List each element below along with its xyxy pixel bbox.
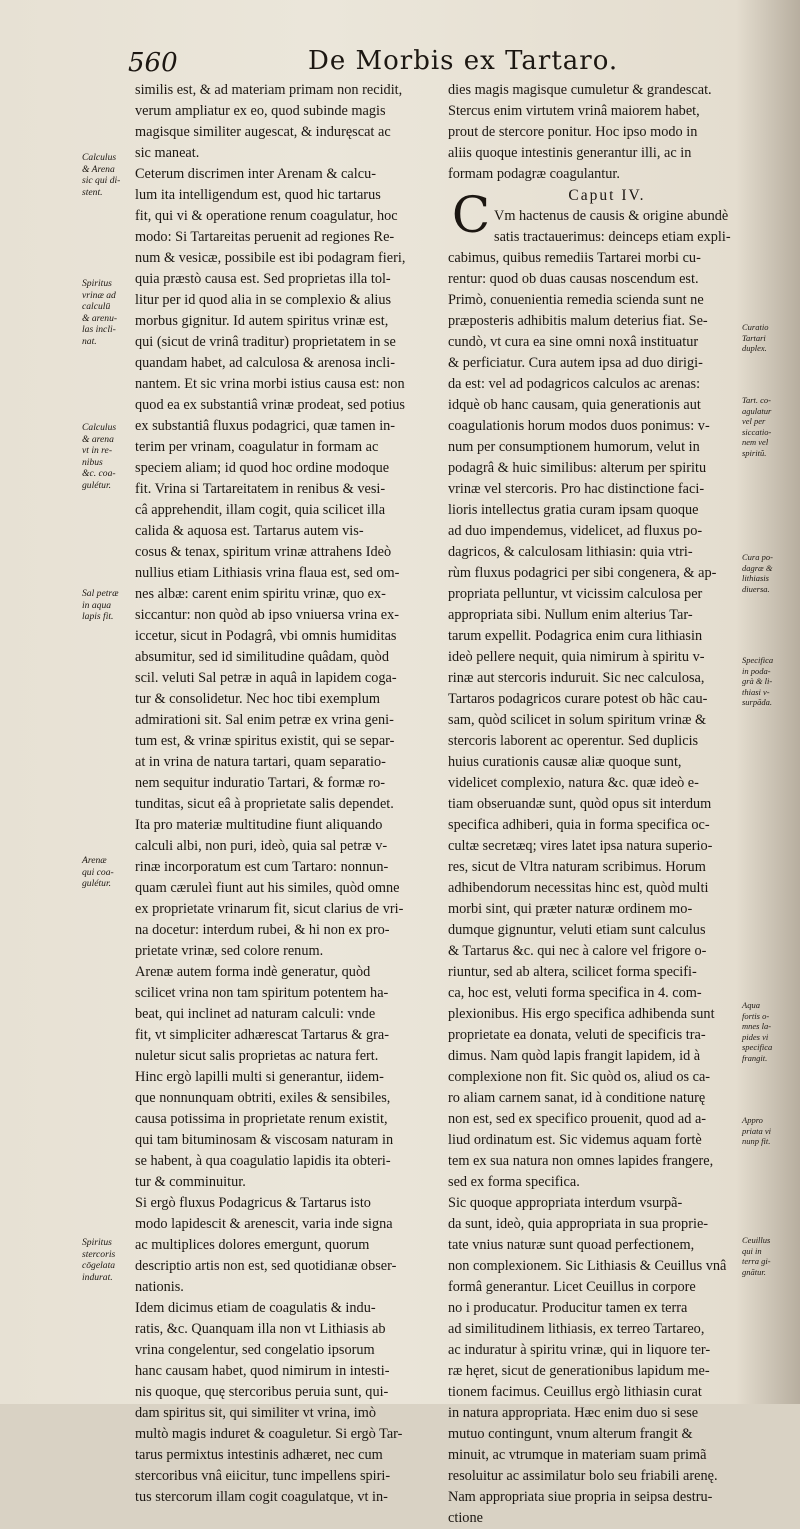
margin-note-line: vel per <box>742 416 766 426</box>
text-line: multò magis induret & coaguletur. Si ergò Tar- <box>135 1426 403 1442</box>
text-line: propriata pelluntur, vt vicissim calculosa per <box>448 586 703 602</box>
margin-note-line: Curatio <box>742 322 769 332</box>
text-line: ro aliam carnem sanat, id à conditione naturę <box>448 1090 706 1106</box>
margin-note-line: & arenu- <box>82 312 118 324</box>
text-line: tunditas, sicut eâ à proprietate salis dependet. <box>135 796 394 812</box>
margin-note-line: gulétur. <box>82 479 112 491</box>
text-line: plexionibus. His ergo specifica adhibenda sunt <box>448 1006 715 1022</box>
running-title: De Morbis ex Tartaro. <box>308 46 619 76</box>
text-line: câ apprehendit, illam cogit, quia scilicet illa <box>135 502 386 518</box>
text-line: videlicet complexio, natura &c. quæ ideò e- <box>448 775 699 791</box>
margin-note-line: Spiritus <box>82 278 112 289</box>
text-line: rentur: quod ob duas causas noscendum est. <box>448 271 699 287</box>
margin-note-line: in poda- <box>742 665 771 676</box>
text-line: magisque similiter augescat, & induręscat ac <box>135 124 391 140</box>
margin-note-line: indurat. <box>82 1271 113 1283</box>
text-line: admirationi sit. Sal enim petræ ex vrina geni- <box>135 712 394 728</box>
text-line: nem sequitur induratio Tartari, & formæ ro- <box>135 775 386 791</box>
text-line: fit, qui vi & operatione renum coagulatur, hoc <box>135 208 398 224</box>
text-line: Ita pro materiæ multitudine fiunt aliquando <box>135 817 383 833</box>
text-line: stercoribus vnâ eiicitur, tunc impellens spiri- <box>135 1468 391 1484</box>
text-line: podagrâ & huic similibus: alterum per spiritu <box>448 460 707 476</box>
text-line: num per consumptionem humorum, velut in <box>448 439 700 455</box>
right-text-column <box>448 80 766 1529</box>
text-line: morbus gignitur. Id autem spiritus vrinæ est, <box>135 313 389 329</box>
margin-note-line: gulétur. <box>82 878 112 889</box>
text-line: præposteris adhibitis malum deterius fiat. Se- <box>448 313 708 329</box>
text-line: nullius etiam Lithiasis vrina flaua est, sed om- <box>135 565 400 581</box>
chapter-heading: Caput IV. <box>568 187 646 204</box>
text-line: quam cæruleì fiunt aut his similes, quòd omne <box>135 880 400 896</box>
margin-note-line: duplex. <box>742 343 767 353</box>
margin-note-line: Arenæ <box>82 855 107 866</box>
margin-note-line: thiasi v- <box>742 686 770 697</box>
margin-note <box>82 422 134 491</box>
text-line: resoluitur ac assimilatur bolo seu friabili arenę. <box>448 1468 718 1484</box>
text-line: se habent, à qua coagulatio lapidis ita obteri- <box>135 1153 391 1169</box>
margin-note-line: spiritũ. <box>742 447 767 458</box>
text-line: beat, qui inclinet ad naturam calculi: vnde <box>135 1006 376 1022</box>
text-line: Sic quoque appropriata interdum vsurpã- <box>448 1195 683 1211</box>
margin-note-line: pides vi <box>742 1031 769 1042</box>
text-line: specifica adhiberi, quia in forma specifica oc- <box>448 817 710 833</box>
margin-note <box>742 655 798 708</box>
text-line: Tartaros podagricos curare potest ob hãc cau- <box>448 691 708 707</box>
text-line: Vm hactenus de causis & origine abundè <box>494 208 729 224</box>
text-line: que nonnunquam obtriti, exiles & sensibiles, <box>135 1090 391 1106</box>
text-line: da est: vel ad podagricos calculos ac arenas: <box>448 376 701 392</box>
text-line: na docetur: interdum rubei, & hi non ex pro- <box>135 922 390 938</box>
text-line: stercoris laborent ac operentur. Sed duplicis <box>448 733 699 749</box>
text-line: Stercus enim virtutem vrinâ maiorem habet, <box>448 103 700 119</box>
text-line: cabimus, quibus remediis Tartarei morbi cu- <box>448 250 701 266</box>
margin-note-line: Tart. co- <box>742 395 771 405</box>
text-line: ac multiplices dolores emergunt, quorum <box>135 1237 370 1253</box>
text-line: modo: Si Tartareitas peruenit ad regiones Re- <box>135 229 395 245</box>
text-line: formâ generantur. Licet Ceuillus in corpore <box>448 1279 696 1295</box>
text-line: & perficiatur. Cura autem ipsa ad duo dirigi- <box>448 355 703 371</box>
text-line: calculi albi, non puri, ideò, quia sal petræ v- <box>135 838 388 854</box>
margin-note-line: vrinæ ad <box>82 289 116 301</box>
margin-note-line: diuersa. <box>742 583 770 594</box>
margin-note-line: sic qui di- <box>82 175 121 186</box>
margin-note-line: Sal petræ <box>82 588 119 599</box>
margin-note-line: las incli- <box>82 324 116 335</box>
text-line: rinæ aut stercoris induruit. Sic nec calculosa, <box>448 670 705 686</box>
text-line: & Tartarus &c. qui nec à calore vel frigore o- <box>448 943 707 959</box>
text-line: complexione non fit. Sic quòd os, aliud os ca- <box>448 1069 711 1085</box>
text-line: ca, hoc est, veluti forma specifica in 4. com- <box>448 985 702 1001</box>
margin-note-line: calculū <box>82 301 111 312</box>
text-line: speciem aliam; id quod hoc ordine modoque <box>135 460 390 476</box>
text-line: litur per id quod alia in se complexio & alius <box>135 292 392 308</box>
text-line: qui tam bituminosam & viscosam naturam in <box>135 1132 394 1148</box>
text-line: descriptio artis non est, sed quotidianæ obser- <box>135 1258 397 1274</box>
text-line: minuit, ac vtrumque in materiam suam primã <box>448 1447 707 1463</box>
text-line: dimus. Nam quòd lapis frangit lapidem, id à <box>448 1048 701 1064</box>
page-header <box>128 46 648 82</box>
text-line: non complexionem. Sic Lithiasis & Ceuillus vnâ <box>448 1258 727 1274</box>
text-line: huius curationis causæ aliæ quoque sunt, <box>448 754 682 770</box>
text-line: no i producatur. Producitur tamen ex terra <box>448 1300 688 1316</box>
text-line: dam spiritus sit, qui similiter vt vrina, imò <box>135 1405 377 1421</box>
margin-note-line: Calculus <box>82 152 117 163</box>
text-line: ræ hęret, sicut de generationibus lapidum me- <box>448 1363 710 1379</box>
margin-note <box>82 152 134 198</box>
text-line: rinæ incorporatum est cum Tartaro: nonnun- <box>135 859 389 875</box>
margin-note-line: grà & li- <box>742 676 773 686</box>
text-line: fit. Vrina si Tartareitatem in renibus & vesi- <box>135 481 386 497</box>
margin-note-line: mnes la- <box>742 1021 772 1031</box>
margin-note-line: &c. coa- <box>82 468 116 479</box>
text-line: in natura appropriata. Hæc enim duo si sese <box>448 1405 699 1421</box>
text-line: Hinc ergò lapilli multi si generantur, iidem- <box>135 1069 384 1085</box>
text-line: ex substantiâ fluxus podagrici, quæ tamen in- <box>135 418 396 434</box>
text-line: morbi sint, qui præter naturæ ordinem mo- <box>448 901 693 917</box>
chapter-body <box>448 206 766 1529</box>
text-line: rùm fluxus podagrici per sibi congenera, & ap- <box>448 565 717 581</box>
text-line: res, sicut de Vltra naturam scribimus. Horum <box>448 859 706 875</box>
text-line: Arenæ autem forma indè generatur, quòd <box>135 964 371 980</box>
text-line: appropriata sibi. Nullum enim alterius Tar- <box>448 607 693 623</box>
margin-note-line: priata vi <box>742 1125 772 1136</box>
text-line: Si ergò fluxus Podagricus & Tartarus isto <box>135 1195 371 1211</box>
margin-note-line: Ceuillus <box>742 1235 771 1245</box>
text-line: scilicet vrina non tam spiritum potentem ha- <box>135 985 389 1001</box>
text-line: cundò, vt cura ea sine omni noxâ instituatur <box>448 334 699 350</box>
text-line: quandam habet, ad calculosa & arenosa incli- <box>135 355 396 371</box>
text-line: ad similitudinem lithiasis, ex terreo Tartareo, <box>448 1321 705 1337</box>
text-line: tem ex sua natura non omnes lapides frangere, <box>448 1153 714 1169</box>
text-line: vrinæ vel stercoris. Pro hac distinctione faci- <box>448 481 705 497</box>
text-line: Nam appropriata siue propria in seipsa destru- <box>448 1489 713 1505</box>
left-text-column <box>135 80 441 1508</box>
margin-note-line: surpãda. <box>742 697 772 707</box>
text-line: dies magis magisque cumuletur & grandescat. <box>448 82 712 98</box>
text-line: dagricos, & calculosam lithiasin: quia vtri- <box>448 544 693 560</box>
text-line: Primò, conuenientia remedia scienda sunt ne <box>448 292 704 308</box>
margin-note-line: dagræ & <box>742 562 773 573</box>
margin-note-line: lithiasis <box>742 573 769 583</box>
text-line: scil. veluti Sal petræ in aquâ in lapidem coga- <box>135 670 397 686</box>
text-line: sed ex forma specifica. <box>448 1174 580 1190</box>
page-number: 560 <box>128 48 178 78</box>
text-line: tur & consolidetur. Nec hoc tibi exemplum <box>135 691 380 707</box>
text-line: sam, quòd scilicet in solum spiritum vrinæ & <box>448 712 707 728</box>
margin-note-line: Appro <box>742 1115 763 1125</box>
text-line: vrina congelentur, sed congelatio ipsorum <box>135 1342 375 1358</box>
text-line: causa potissima in proprietate renum existit, <box>135 1111 388 1127</box>
text-line: siccantur: non quòd ab ipso vniuersa vrina ex- <box>135 607 400 623</box>
margin-note <box>742 1235 798 1277</box>
margin-note-line: & Arena <box>82 163 115 175</box>
margin-note-line: nunp fit. <box>742 1136 771 1146</box>
margin-note-line: terra gi- <box>742 1256 771 1266</box>
text-line: Ceterum discrimen inter Arenam & calcu- <box>135 166 376 182</box>
margin-note-line: nem vel <box>742 437 769 447</box>
margin-note-line: qui in <box>742 1245 762 1256</box>
text-line: terim per vrinam, coagulatur in formam ac <box>135 439 379 455</box>
margin-note <box>82 588 134 623</box>
text-line: nantem. Et sic vrina morbi istius causa est: non <box>135 376 405 392</box>
text-line: nis quoque, quę stercoribus peruia sunt, qui- <box>135 1384 389 1400</box>
margin-note-line: in aqua <box>82 599 112 611</box>
text-line: quod ea ex substantiâ vrinæ prodeat, sed potius <box>135 397 406 413</box>
text-line: ac induratur à spiritu vrinæ, qui in liquore ter- <box>448 1342 711 1358</box>
text-line: verum ampliatur ex eo, quod subinde magis <box>135 103 386 119</box>
text-line: formam podagræ coagulantur. <box>448 166 620 182</box>
margin-note-line: gnātur. <box>742 1266 766 1277</box>
margin-note-line: cōgelata <box>82 1260 116 1271</box>
text-line: satis tractauerimus: deinceps etiam expli- <box>494 229 731 245</box>
drop-capital: C <box>451 186 491 244</box>
text-line: at in vrina de natura tartari, quam separatio- <box>135 754 386 770</box>
text-line: Idem dicimus etiam de coagulatis & indu- <box>135 1300 376 1316</box>
text-line: quia præstò causa est. Sed proprietas illa tol- <box>135 271 391 287</box>
text-line: tarum expellit. Podagrica enim cura lithiasin <box>448 628 703 644</box>
text-line: nes albæ: carent enim spiritu vrinæ, quo ex- <box>135 586 386 602</box>
text-line: cosus & tenax, spiritum vrinæ attrahens Ideò <box>135 544 392 560</box>
text-line: tate vnius naturæ sunt quoad perfectionem, <box>448 1237 695 1253</box>
margin-note <box>742 552 798 594</box>
text-line: tarus permixtus intestinis adhæret, nec cum <box>135 1447 383 1463</box>
text-line: nuletur sicut salis proprietas ac natura fert. <box>135 1048 379 1064</box>
margin-note-line: lapis fit. <box>82 611 114 622</box>
text-line: modo lapidescit & arenescit, varia inde signa <box>135 1216 393 1232</box>
margin-note-line: nibus <box>82 456 103 468</box>
margin-note-line: stercoris <box>82 1248 116 1260</box>
text-line: sic maneat. <box>135 145 200 161</box>
text-line: da sunt, ideò, quia appropriata in sua proprie- <box>448 1216 709 1232</box>
margin-note-line: Specifica <box>742 655 774 665</box>
text-line: hanc causam habet, quod nimirum in intesti- <box>135 1363 390 1379</box>
margin-note-line: frangit. <box>742 1052 768 1063</box>
text-line: ideò pellere nequit, quia nimirum à spiritu v- <box>448 649 705 665</box>
text-line: calida & aquosa est. Tartarus autem vis- <box>135 523 364 539</box>
text-line: aliis quoque intestinis generantur illi, ac in <box>448 145 692 161</box>
margin-note <box>742 395 798 458</box>
margin-note-line: Spiritus <box>82 1237 112 1248</box>
text-line: similis est, & ad materiam primam non recidit, <box>135 82 403 98</box>
text-line: prout de stercore ponitur. Hoc ipso modo in <box>448 124 698 140</box>
margin-note-line: Tartari <box>742 332 766 343</box>
text-line: tionem facimus. Ceuillus ergò lithiasin curat <box>448 1384 702 1400</box>
margin-note <box>742 1000 798 1063</box>
text-line: prietate vrinæ, sed colore renum. <box>135 943 324 959</box>
text-line: lioris intellectus gratia curam ipsam quoque <box>448 502 699 518</box>
text-line: riuntur, sed ab altera, scilicet forma specifi- <box>448 964 697 980</box>
margin-note-line: nat. <box>82 335 97 347</box>
margin-note-line: Calculus <box>82 422 117 433</box>
text-line: ratis, &c. Quanquam illa non vt Lithiasis ab <box>135 1321 386 1337</box>
text-line: adhibendorum necessitas hinc est, quòd multi <box>448 880 709 896</box>
text-line: non est, sed ex specifico prouenit, quod ad a- <box>448 1111 707 1127</box>
margin-note-line: specifica <box>742 1042 773 1052</box>
text-line: ex proprietate vrinarum fit, sicut clarius de vri- <box>135 901 404 917</box>
margin-note-line: vt in re- <box>82 445 113 456</box>
text-line: tus stercorum illam cogit coagulatque, vt in- <box>135 1489 388 1505</box>
text-line: absumitur, sed id similitudine quâdam, quòd <box>135 649 389 665</box>
margin-note <box>82 1237 134 1283</box>
margin-note <box>82 278 134 347</box>
margin-note-line: qui coa- <box>82 866 114 878</box>
margin-note-line: Cura po- <box>742 552 773 562</box>
margin-note <box>82 855 134 890</box>
margin-note-line: stent. <box>82 186 103 198</box>
text-line: mutuo contingunt, vnum alterum frangit & <box>448 1426 693 1442</box>
chapter-continuation <box>448 80 766 185</box>
text-line: qui (sicut de vrinâ traditur) proprietatem in se <box>135 334 396 350</box>
margin-note-line: fortis o- <box>742 1010 770 1021</box>
text-line: coagulationis horum modos duos ponimus: v- <box>448 418 710 434</box>
text-line: tiam obseruandæ sunt, quòd opus sit interdum <box>448 796 712 812</box>
text-line: proprietate ea donata, veluti de specificis tra- <box>448 1027 706 1043</box>
text-line: fit, vt simpliciter adhærescat Tartarus & gra- <box>135 1027 390 1043</box>
margin-note-line: siccatio- <box>742 426 772 437</box>
text-line: nationis. <box>135 1279 184 1295</box>
text-line: ad duo impendemus, videlicet, ad fluxus po- <box>448 523 703 539</box>
margin-note-line: & arena <box>82 433 114 445</box>
margin-note <box>742 1115 798 1147</box>
text-line: tur & comminuitur. <box>135 1174 246 1190</box>
text-line: num & vesicæ, possibile est ibi podagram fieri, <box>135 250 406 266</box>
text-line: iccetur, sicut in Podagrâ, vbi omnis humiditas <box>135 628 397 644</box>
text-line: ctione <box>448 1510 483 1526</box>
text-line: liud ordinatum est. Sic videmus aquam fortè <box>448 1132 702 1148</box>
text-line: tum est, & vrinæ spiritus existit, qui se separ- <box>135 733 395 749</box>
text-line: cultæ secretæq; vires latet ipsa natura superio- <box>448 838 713 854</box>
margin-note-line: agulatur <box>742 405 772 416</box>
text-line: idquè ob hanc causam, quia generationis aut <box>448 397 701 413</box>
text-line: dumque gignuntur, veluti etiam sunt calculus <box>448 922 706 938</box>
margin-note <box>742 322 798 354</box>
text-line: lum ita intelligendum est, quod hic tartarus <box>135 187 381 203</box>
margin-note-line: Aqua <box>742 1000 760 1010</box>
